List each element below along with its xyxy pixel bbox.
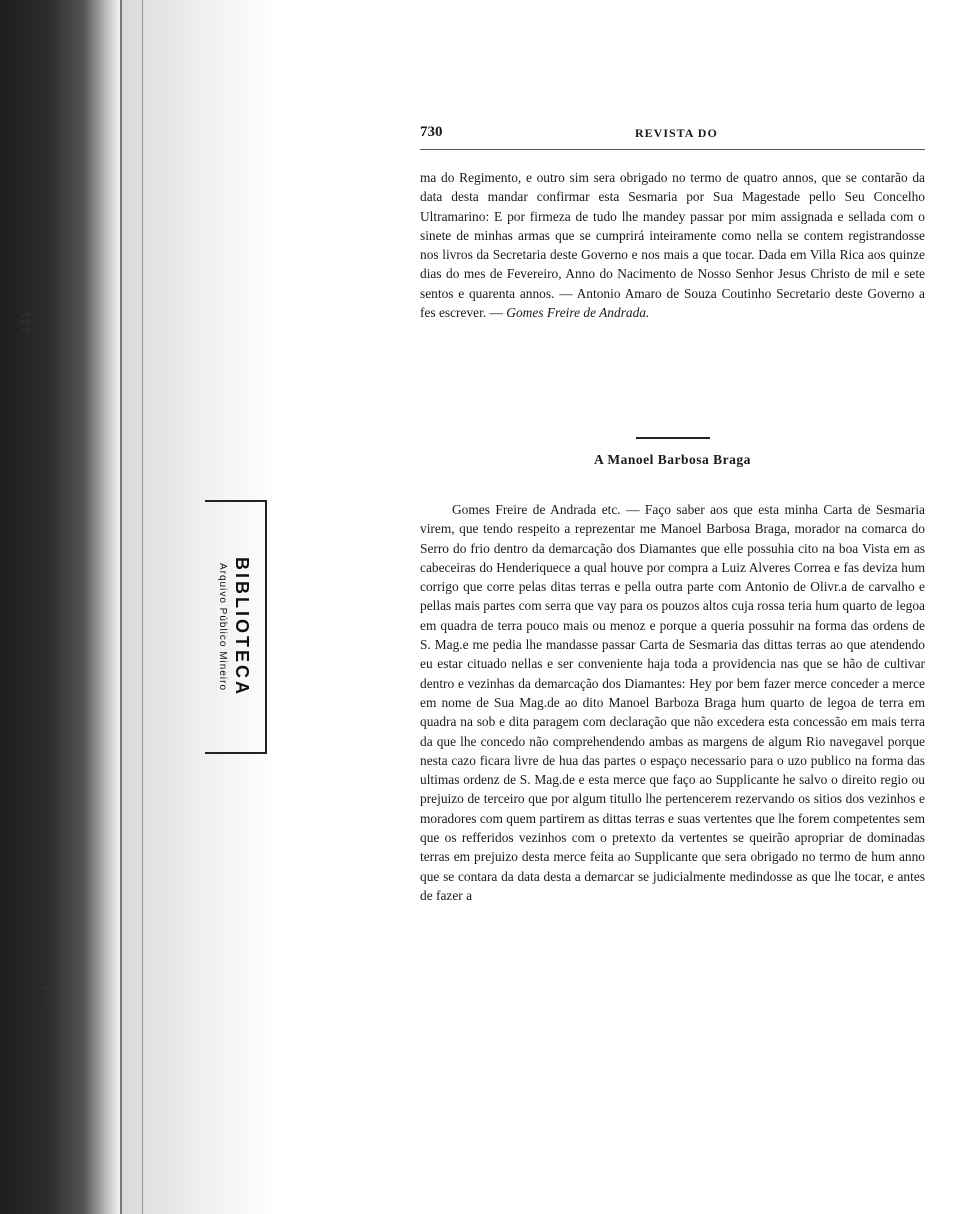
signature: Gomes Freire de Andrada. [506, 305, 650, 321]
page-header [420, 124, 925, 146]
gutter-line [142, 0, 143, 1214]
margin-number: 121 [40, 983, 55, 1007]
paragraph-1-text: ma do Regimento, e outro sim sera obrigado no termo de quatro annos, que se contarão da data desta mandar confirmar esta Sesmaria por Sua Magestade pello Seu Concelho Ultramarino: E por firmeza de tudo lhe mandey passar por mim assignada e sellada com o sinete de minhas armas que se cumprirá inteiramente como nella se contem registrandosse nos livros da Secretaria deste Governo e nos mais a que tocar. Dada em Villa Rica aos quinze dias do mes de Fevereiro, Anno do Nacimento de Nosso Senhor Jesus Christo de mil e sete sentos e quarenta annos. — Antonio Amaro de Souza Coutinho Secretario deste Governo a fes escrever. — [420, 170, 925, 321]
stamp-title: BIBLIOTECA [232, 557, 253, 697]
stamp-subtitle: Arquivo Público Mineiro [217, 562, 229, 692]
running-head: REVISTA DO [635, 126, 718, 140]
section-divider [636, 437, 710, 439]
gutter-line [120, 0, 122, 1214]
section-title: A Manoel Barbosa Braga [594, 452, 751, 467]
paragraph-1 [420, 168, 925, 322]
library-stamp [205, 500, 267, 754]
header-rule [420, 149, 925, 150]
paragraph-2: Gomes Freire de Andrada etc. — Faço saber aos que esta minha Carta de Sesmaria virem, que tendo respeito a reprezentar me Manoel Barbosa Braga, morador na comarca do Serro do frio dentro da demarcação dos Diamantes que elle possuhia cito na boa Vista em as cabeceiras do Henderiquece a qual houve por compra a Luiz Alveres Correa e fas deviza hum corrigo que corre pelas ditas terras e pella outra parte com Antonio de Olivr.a de carvalho e pellas mais partes com serra que vay para os pouzos altos cuja rossa teria hum quarto de legoa em quadra de terra pouco mais ou menoz e porque a queria possuhir na forma das ordens de S. Mag.e me pedia lhe mandasse passar Carta de Sesmaria das dittas terras ao que atendendo eu estar cituado nellas e ser conveniente haja toda a providencia nas que se hão de cultivar dentro e vezinhas da demarcação dos Diamantes: Hey por bem fazer merce conceder a merce em nome de Sua Mag.de ao dito Manoel Barboza Braga hum quarto de legoa de terra em quadra na sob e dita paragem com declaração que não excedera esta concessão em mais terra da que lhe concedo não comprehendendo ambas as margens de algum Rio navegavel porque nesta cazo ficara livre de hua das partes o espaço necessario para o uzo publico na forma das ultimas ordenz de S. Mag.de e esta merce que faço ao Supplicante he salvo o direito regio ou prejuizo de terceiro que por algum titullo lhe pertencerem rezervando os sitios dos vezinhos e moradores com quem partirem as dittas terras e suas vertentes que lhe forem competentes sem que os refferidos vezinhos com o pretexto da vertentes se queirão apropriar de dominadas terras em prejuizo desta merce feita ao Supplicante que sera obrigado no termo de hum anno que se contara da data desta a demarcar se judicialmente medindosse as que lhe tocar, e antes de fazer a [420, 502, 925, 903]
margin-number: 121 [18, 310, 33, 334]
book-binding-edge [0, 0, 120, 1214]
page-number: 730 [420, 124, 443, 140]
